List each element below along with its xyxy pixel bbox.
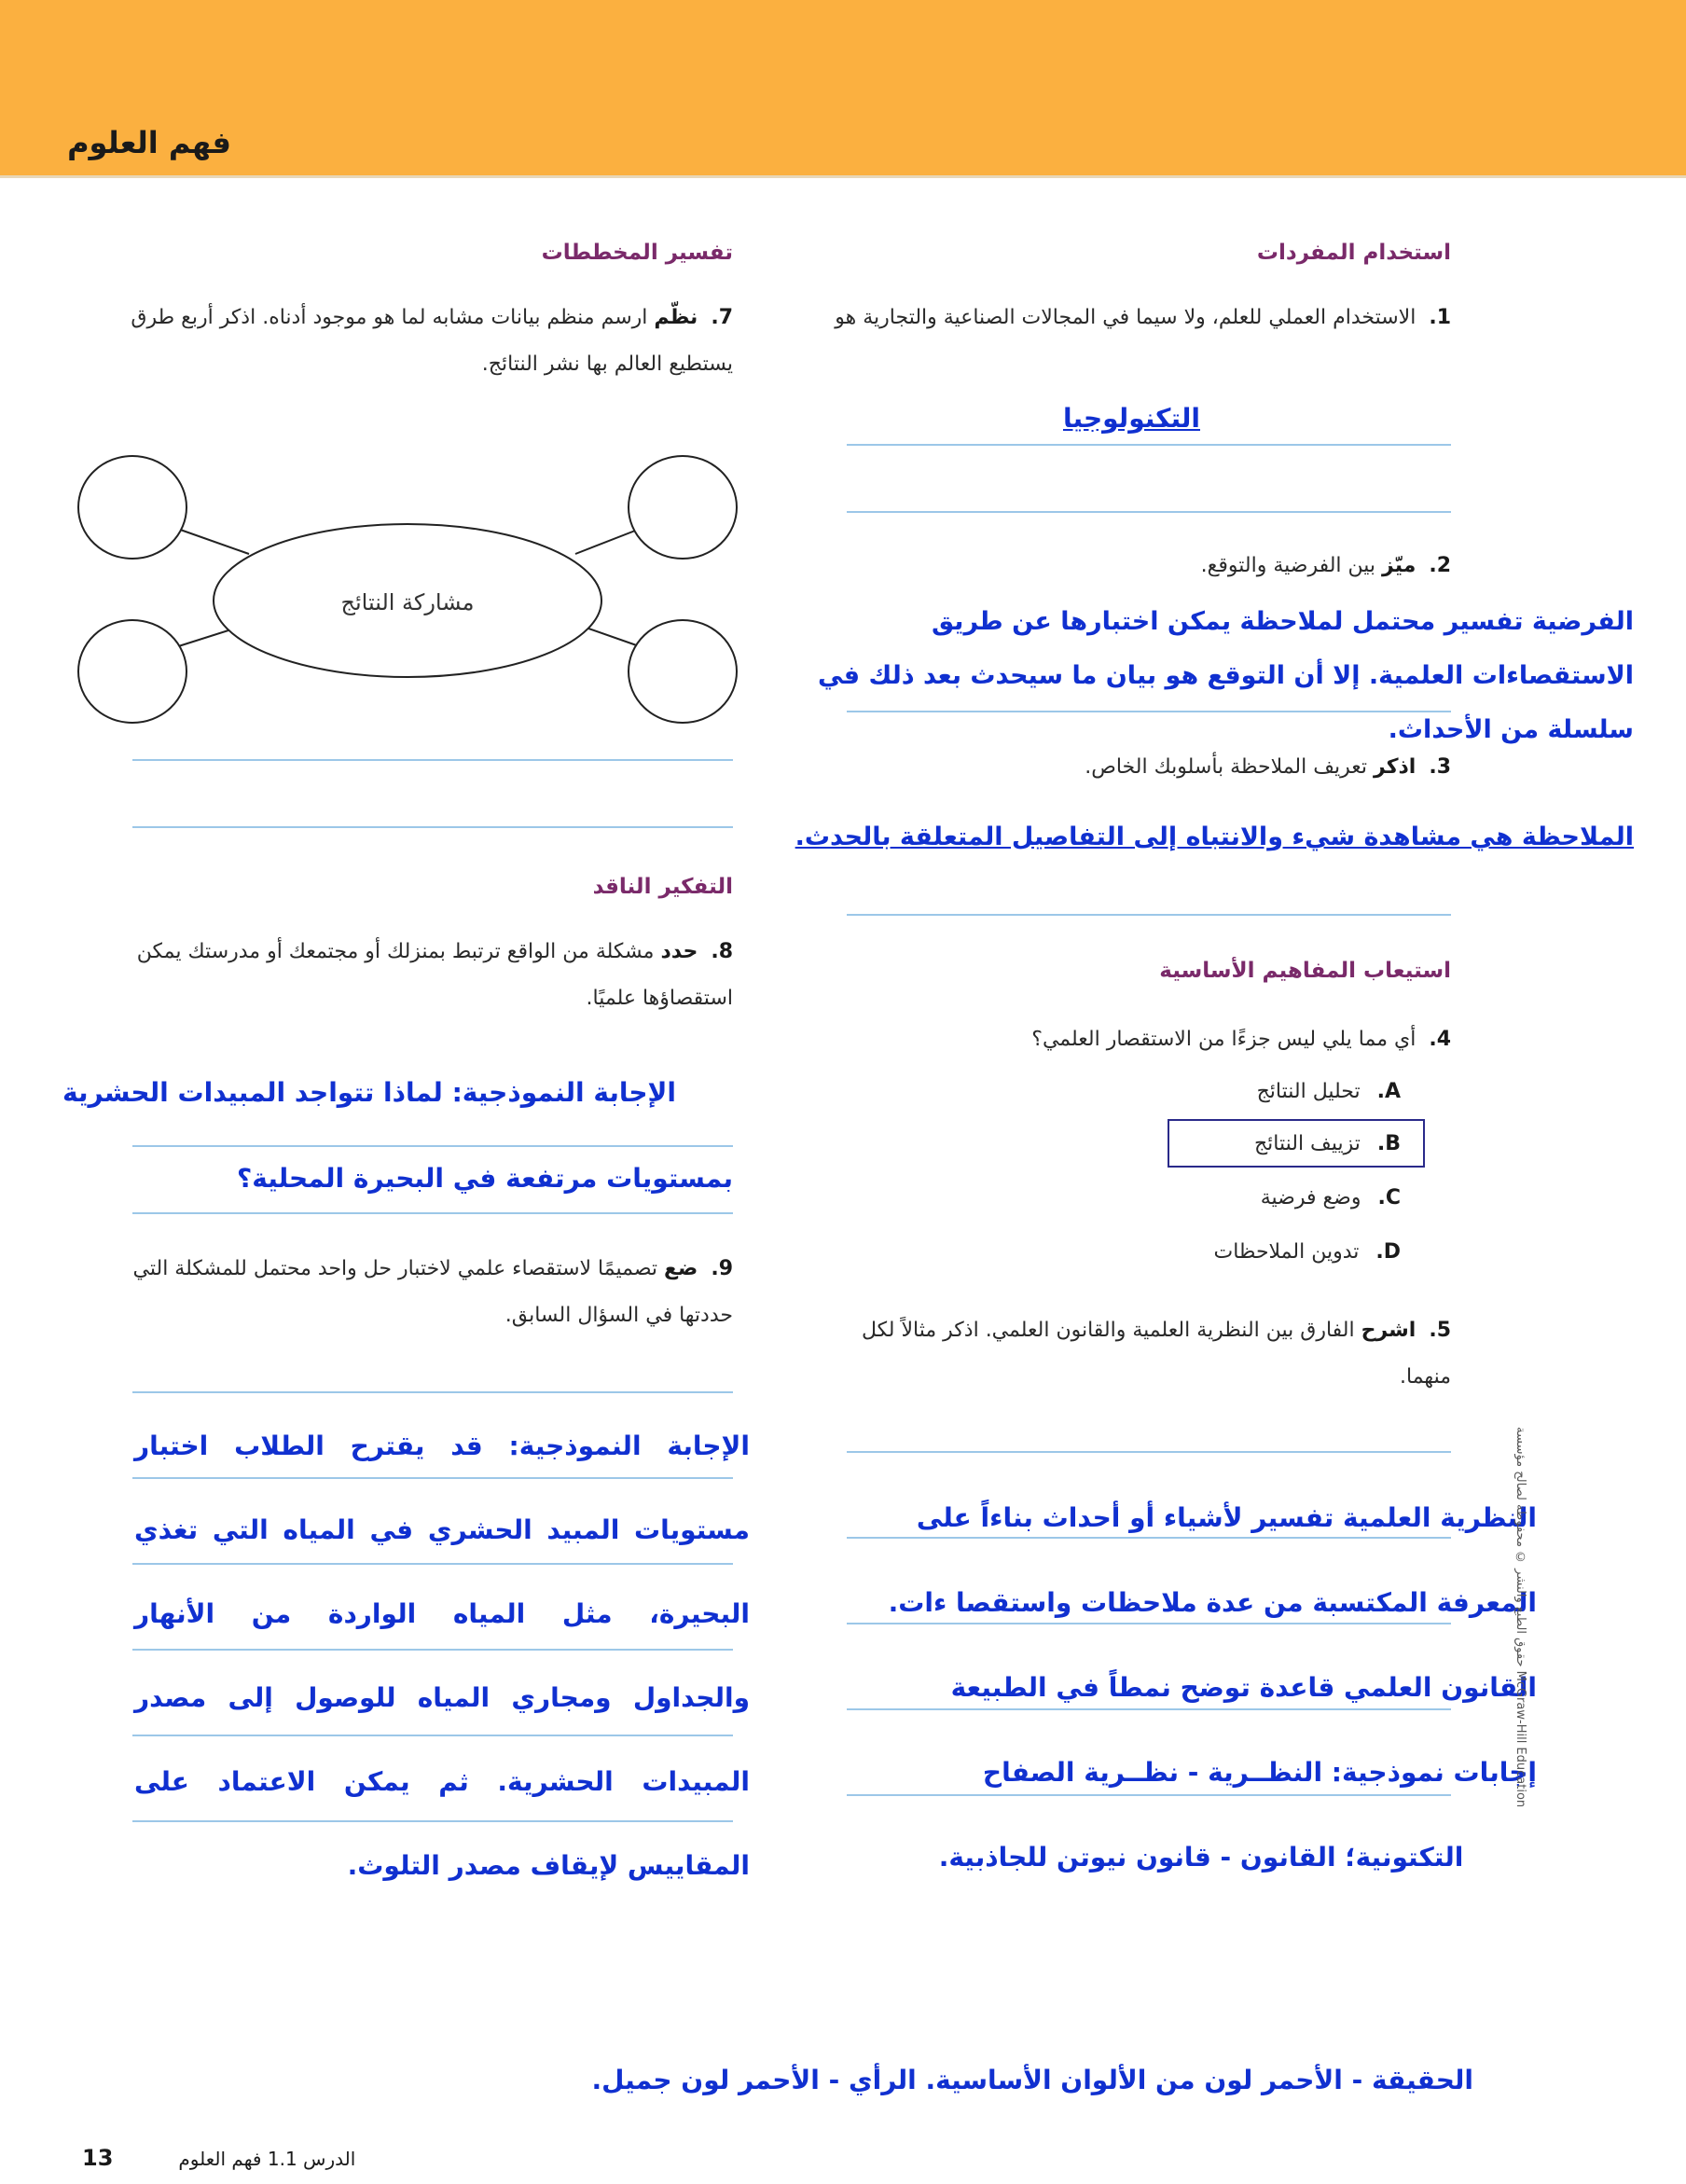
question-number: 9. [711, 1257, 733, 1280]
question-number: 5. [1429, 1319, 1451, 1342]
answer-line [847, 511, 1451, 513]
answer-line [847, 914, 1451, 916]
question-number: 1. [1429, 306, 1451, 329]
question-verb: نظّم [654, 306, 698, 329]
answer-6[interactable]: الحقيقة - الأحمر لون من الألوان الأساسية. الرأي - الأحمر لون جميل. [591, 2065, 1473, 2095]
question-verb: اشرح [1361, 1319, 1417, 1342]
question-number: 8. [711, 940, 733, 963]
section-title-critical-thinking: التفكير الناقد [592, 875, 733, 899]
question-text: مشكلة من الواقع ترتبط بمنزلك أو مجتمعك أو مدرستك يمكن استقصاؤها علميًا. [136, 940, 733, 1010]
question-text: أي مما يلي ليس جزءًا من الاستقصار العلمي؟ [1031, 1028, 1417, 1051]
question-text: بين الفرضية والتوقع. [1200, 554, 1376, 577]
question-verb: ميّز [1382, 554, 1417, 577]
answer-2[interactable]: الفرضية تفسير محتمل لملاحظة يمكن اختبارها عن طريق الاستقصاءات العلمية. إلا أن التوقع هو بيان ما سيحدث بعد ذلك في سلسلة من الأحداث. [818, 607, 1634, 744]
answer-1[interactable]: التكنولوجيا [1063, 403, 1200, 434]
footer [82, 2145, 355, 2171]
empty-bubble-top-left[interactable] [78, 456, 187, 559]
center-label: مشاركة النتائج [340, 589, 475, 615]
option-b[interactable]: B.تزييف النتائج [1253, 1132, 1401, 1155]
answer-line [132, 759, 733, 761]
option-d[interactable]: D.تدوين الملاحظات [1213, 1240, 1401, 1264]
lesson-label: الدرس 1.1 فهم العلوم [178, 2148, 356, 2170]
header-band [0, 0, 1686, 178]
question-text: تعريف الملاحظة بأسلوبك الخاص. [1085, 755, 1368, 779]
question-verb: اذكر [1374, 755, 1417, 779]
section-title-diagrams: تفسير المخططات [541, 241, 733, 265]
answer-line [847, 1451, 1451, 1453]
option-c[interactable]: C.وضع فرضية [1260, 1186, 1401, 1209]
answer-8[interactable]: الإجابة النموذجية: لماذا تتواجد المبيدات الحشرية بمستويات مرتفعة في البحيرة المحلية؟ [62, 1077, 733, 1194]
section-title-core-concepts: استيعاب المفاهيم الأساسية [1159, 959, 1451, 983]
question-4 [817, 1016, 1451, 1063]
page-title: فهم العلوم [67, 125, 231, 160]
answer-line [132, 1391, 733, 1393]
answer-9[interactable]: الإجابة النموذجية: قد يقترح الطلاب اختبار مستويات المبيد الحشري في المياه التي تغذي البحيرة، مثل المياه الواردة من الأنهار والجداول ومجاري المياه للوصول إلى مصدر المبيدات الحشرية. ثم يمكن الاعتماد على المقاييس لإيقاف مصدر التلوث. [134, 1431, 750, 1881]
copyright-note: حقوق الطبع والنشر © محفوظة لصالح مؤسسة McGraw-Hill Education [1513, 1427, 1527, 1808]
option-a[interactable]: A.تحليل النتائج [1256, 1080, 1401, 1103]
empty-bubble-bottom-right[interactable] [629, 620, 737, 723]
question-5 [817, 1307, 1451, 1401]
results-sharing-organizer [76, 451, 739, 731]
question-text: الاستخدام العملي للعلم، ولا سيما في المجالات الصناعية والتجارية هو [835, 306, 1417, 329]
section-title-vocabulary: استخدام المفردات [1256, 241, 1451, 265]
answer-line [847, 711, 1451, 712]
question-2 [817, 543, 1451, 589]
question-number: 3. [1429, 755, 1451, 779]
question-number: 4. [1429, 1028, 1451, 1051]
answer-line [132, 826, 733, 828]
question-number: 2. [1429, 554, 1451, 577]
empty-bubble-bottom-left[interactable] [78, 620, 187, 723]
question-1 [817, 295, 1451, 341]
question-text: الفارق بين النظرية العلمية والقانون العلمي. اذكر مثالاً لكل منهما. [862, 1319, 1451, 1389]
question-number: 7. [711, 306, 733, 329]
question-8 [99, 929, 733, 1022]
empty-bubble-top-right[interactable] [629, 456, 737, 559]
question-verb: حدد [660, 940, 698, 963]
question-verb: ضع [664, 1257, 698, 1280]
question-7 [99, 295, 733, 388]
answer-5[interactable]: النظرية العلمية تفسير لأشياء أو أحداث بناءاً على المعرفة المكتسبة من عدة ملاحظات واستقصا ءات. القانون العلمي قاعدة توضح نمطاً في الطبيعة إجابات نموذجية: النظــرية - نظــرية الصفاح التكتونية؛ القانون - قانون نيوتن للجاذبية. [888, 1502, 1537, 1873]
answer-3[interactable]: الملاحظة هي مشاهدة شيء والانتباه إلى التفاصيل المتعلقة بالحدث. [795, 822, 1634, 851]
answer-line [847, 444, 1451, 446]
question-9 [99, 1246, 733, 1339]
page-number: 13 [82, 2145, 114, 2171]
question-3 [817, 744, 1451, 791]
question-text: تصميمًا لاستقصاء علمي لاختبار حل واحد محتمل للمشكلة التي حددتها في السؤال السابق. [132, 1257, 733, 1327]
question-text: ارسم منظم بيانات مشابه لما هو موجود أدناه. اذكر أربع طرق يستطيع العالم بها نشر النتائج. [131, 306, 733, 376]
